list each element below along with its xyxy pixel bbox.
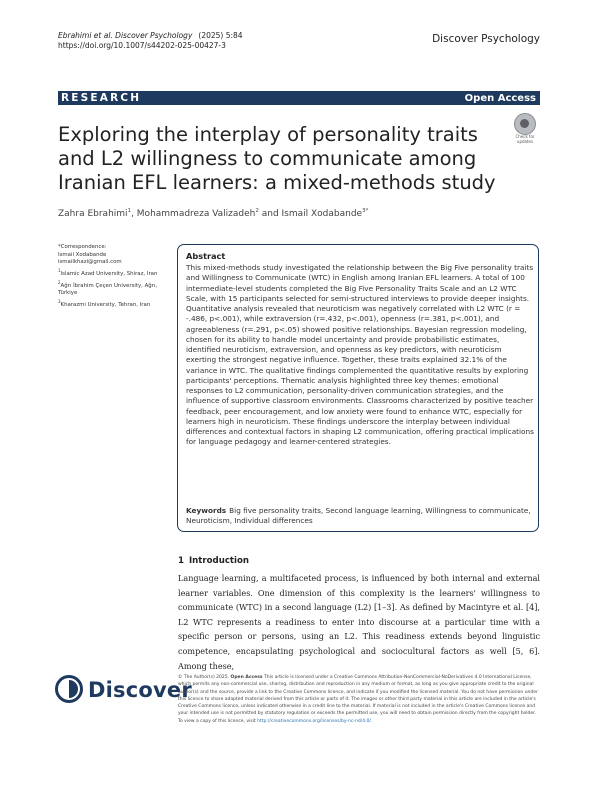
- author-name: Ismail Xodabande: [281, 209, 363, 219]
- section-banner: [58, 91, 540, 105]
- article-title: Exploring the interplay of personality traits and L2 willingness to communicate among Iranian EFL learners: a mixed-methods study: [58, 123, 496, 194]
- correspondence-email[interactable]: ismailkhazi@gmail.com: [58, 259, 122, 266]
- doi-link[interactable]: https://doi.org/10.1007/s44202-025-00427-3: [58, 41, 226, 50]
- discover-logo-icon: [55, 675, 83, 703]
- affiliation-item: $^1$Islamic Azad University, Shiraz, Iran: [58, 268, 158, 277]
- abstract-body: This mixed-methods study investigated the relationship between the Big Five personality traits and Willingness to Communicate (WTC) in English among Iranian EFL learners. A total of 100 intermediate-level students completed the Big Five Personality Traits Scale and an L2 WTC Scale, with 15 participants selected for semi-structured interviews to provide deeper insights. Quantitative analysis revealed that neuroticism was negatively correlated with L2 WTC (r = -.486, p<.001), while extraversion (r=.432, p<.001), openness (r=.381, p<.001), and agreeableness (r=.291, p<.05) showed positive relationships. Bayesian regression modeling, chosen for its ability to handle model uncertainty and provide probabilistic estimates, identified neuroticism, extraversion, and openness as key predictors, with neuroticism exerting the strongest negative influence. Together, these traits explained 32.1% of the variance in WTC. The qualitative findings complemented the quantitative results by exploring participants' perceptions. Thematic analysis highlighted three key themes: emotional responses to L2 communication, personality-driven communication strategies, and the influence of supportive classroom environments. Classrooms characterized by positive teacher feedback, peer encouragement, and low anxiety were found to enhance WTC, especially for learners high in neuroticism. These findings underscore the interplay between individual differences and contextual factors in shaping L2 communication, offering practical implications for language pedagogy and learner-centered strategies.: [186, 263, 534, 447]
- correspondence-label: *Correspondence:: [58, 244, 107, 250]
- author-affiliation-mark: 3*: [362, 208, 369, 214]
- check-updates-icon: [514, 113, 536, 135]
- affiliation-item: $^3$Kharazmi University, Tehran, Iran: [58, 298, 151, 308]
- author-affiliation-mark: 1: [127, 208, 132, 214]
- discover-logo: [55, 675, 192, 705]
- keywords: [186, 506, 531, 526]
- author-name: Mohammadreza Valizadeh: [136, 209, 256, 219]
- abstract-heading: Abstract: [186, 251, 226, 261]
- affiliation-item: $^2$Ağrı İbrahim Çeçen University, Ağrı, Türkiye: [58, 279, 158, 297]
- keywords-label: Keywords: [186, 506, 227, 515]
- check-for-updates-badge[interactable]: [508, 113, 542, 145]
- section-number: 1: [178, 556, 184, 566]
- introduction-paragraph: Language learning, a multifaceted process, is influenced by both internal and external learner variables. One dimension of this complexity is the learners' willingness to communicate (WTC) in a second language (L2) [1–3]. As defined by Macintyre et al. [4], L2 WTC represents a readiness to enter into discourse at a particular time with a specific person or persons, using an L2. This readiness extends beyond linguistic competence, encapsulating psychological and sociocultural factors as well [5, 6]. Among these,: [178, 573, 540, 671]
- license-open-access: Open Access: [230, 675, 263, 680]
- license-text: © The Author(s) 2025. Open Access This article is licensed under a Creative Commons Attribution-NonCommercial-NoDerivatives 4.0 International License, which permits any non-commercial use, sharing, distribution and reproduction in any medium or format, as long as you give appropriate credit to the original author(s) and the source, provide a link to the Creative Commons licence, and indicate if you modified the licensed material. You do not have permission under this licence to share adapted material derived from this article or parts of it. The images or other third party material in this article are included in the article's Creative Commons licence, unless indicated otherwise in a credit line to the material. If material is not included in the article's Creative Commons licence and your intended use is not permitted by statutory regulation or exceeds the permitted use, you will need to obtain permission directly from the copyright holder. To view a copy of this licence, visit http://creativecommons.org/licenses/by-nc-nd/4.0/.: [178, 675, 538, 724]
- open-access-label: Open Access: [464, 92, 536, 104]
- author-list: Zahra Ebrahimi$^1$, Mohammadreza Valizadeh$^2$ and Ismail Xodabande$^{3*}$: [58, 208, 369, 219]
- running-header-year: (2025) 5:84: [198, 31, 243, 40]
- section-heading-introduction: [178, 556, 249, 566]
- running-header-authors: Ebrahimi et al. Discover Psychology: [58, 31, 193, 40]
- check-updates-label: Check for updates: [515, 134, 535, 144]
- correspondence-block: [58, 244, 176, 309]
- section-label: RESEARCH: [61, 92, 142, 104]
- author-name: Zahra Ebrahimi: [58, 209, 128, 219]
- license-link[interactable]: http://creativecommons.org/licenses/by-nc-nd/4.0/: [257, 718, 371, 724]
- author-affiliation-mark: 2: [255, 208, 259, 214]
- keywords-text: Big five personality traits, Second language learning, Willingness to communicate, Neuroticism, Individual differences: [186, 506, 531, 526]
- correspondence-name: Ismail Xodabande: [58, 251, 107, 258]
- running-header: [58, 31, 243, 51]
- section-title: Introduction: [188, 556, 249, 566]
- journal-name: Discover Psychology: [432, 33, 540, 45]
- discover-logo-text: Discover: [88, 678, 192, 702]
